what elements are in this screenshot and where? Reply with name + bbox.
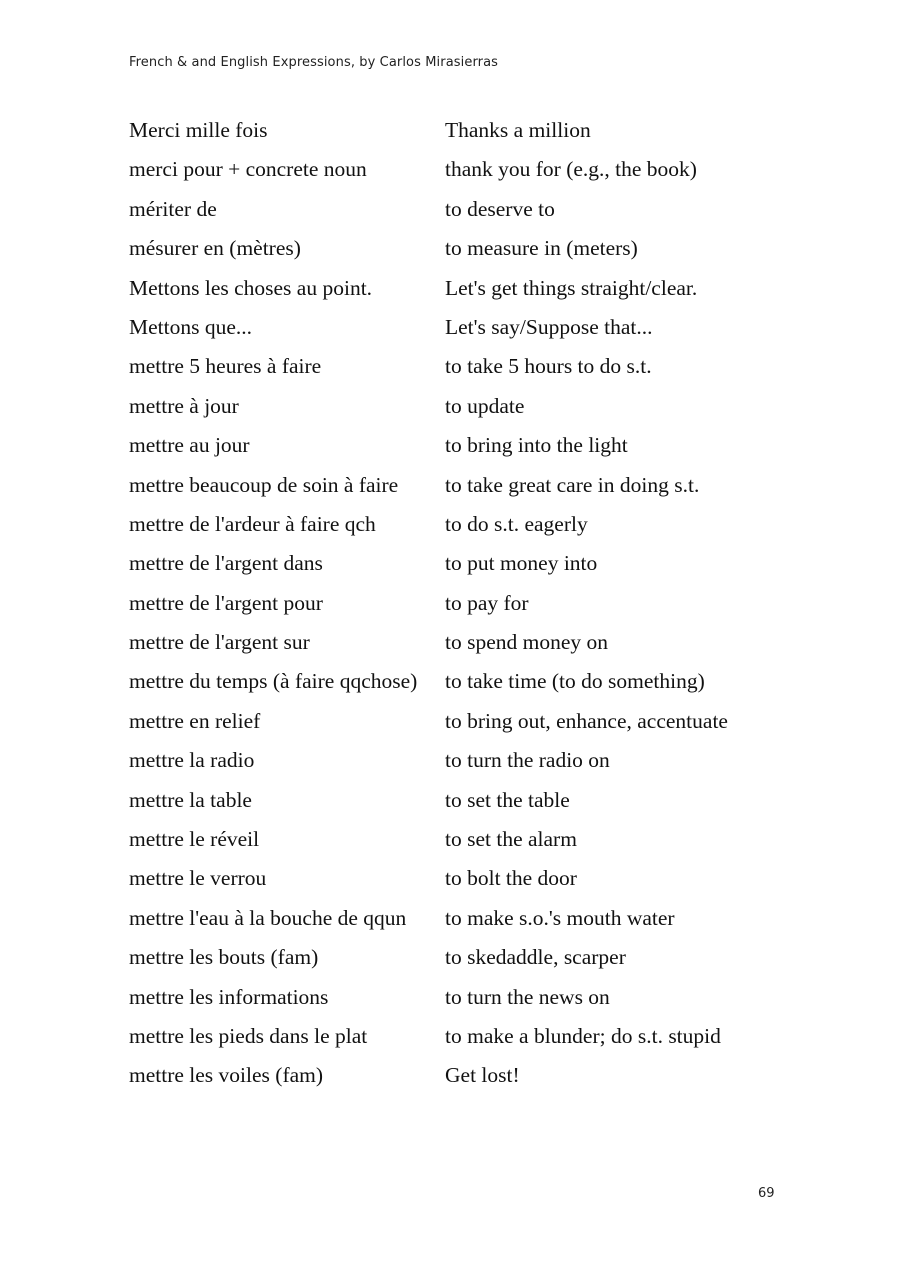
expression-row: [129, 1058, 789, 1097]
expression-row: [129, 586, 789, 625]
expression-row: [129, 231, 789, 270]
french-expression: mettre de l'argent dans: [129, 551, 323, 576]
french-expression: mettre le réveil: [129, 827, 260, 852]
french-expression: mettre en relief: [129, 708, 261, 733]
expression-row: [129, 980, 789, 1019]
french-expression: Merci mille fois: [129, 118, 268, 142]
expression-row: [129, 704, 789, 743]
french-expression: mettre au jour: [129, 433, 250, 458]
expression-row: [129, 901, 789, 940]
expression-row: [129, 664, 789, 703]
french-expression: mettre de l'ardeur à faire qch: [129, 511, 376, 536]
french-expression: mettre l'eau à la bouche de qqun: [129, 905, 407, 930]
french-expression: mettre de l'argent sur: [129, 630, 310, 655]
french-expression: mettre les pieds dans le plat: [129, 1023, 368, 1048]
english-translation: to take great care in doing s.t.: [445, 472, 700, 497]
english-translation: to set the table: [445, 787, 570, 812]
french-expression: mettre beaucoup de soin à faire: [129, 472, 399, 497]
expression-row: [129, 349, 789, 388]
expression-row: [129, 310, 789, 349]
english-translation: to measure in (meters): [445, 236, 638, 261]
french-expression: mettre du temps (à faire qqchose): [129, 669, 418, 694]
english-translation: to deserve to: [445, 196, 555, 221]
french-expression: mettre la table: [129, 787, 252, 812]
french-expression: mésurer en (mètres): [129, 236, 301, 261]
french-expression: Mettons que...: [129, 314, 253, 339]
expression-row: [129, 271, 789, 310]
english-translation: Let's say/Suppose that...: [445, 314, 653, 339]
english-translation: Let's get things straight/clear.: [445, 275, 698, 300]
english-translation: to make s.o.'s mouth water: [445, 905, 675, 930]
english-translation: to update: [445, 393, 525, 418]
french-expression: mériter de: [129, 196, 217, 221]
expression-list: [129, 113, 789, 1098]
english-translation: to take time (to do something): [445, 669, 705, 694]
english-translation: to turn the radio on: [445, 748, 610, 773]
expression-row: [129, 783, 789, 822]
english-translation: Thanks a million: [445, 118, 591, 142]
expression-row: [129, 546, 789, 585]
english-translation: to set the alarm: [445, 827, 577, 852]
expression-row: [129, 940, 789, 979]
french-expression: mettre les informations: [129, 984, 329, 1009]
english-translation: to put money into: [445, 551, 598, 576]
expression-row: [129, 822, 789, 861]
expression-row: [129, 743, 789, 782]
french-expression: mettre les voiles (fam): [129, 1063, 324, 1088]
expression-row: [129, 625, 789, 664]
running-header: French & and English Expressions, by Carlos Mirasierras: [129, 55, 499, 70]
english-translation: to spend money on: [445, 630, 609, 655]
english-translation: Get lost!: [445, 1063, 520, 1088]
expression-row: [129, 192, 789, 231]
page-number: 69: [758, 1186, 775, 1201]
english-translation: to do s.t. eagerly: [445, 511, 588, 536]
expression-row: [129, 507, 789, 546]
french-expression: mettre 5 heures à faire: [129, 354, 322, 379]
expression-row: [129, 152, 789, 191]
expression-row: [129, 1019, 789, 1058]
english-translation: to skedaddle, scarper: [445, 945, 626, 970]
english-translation: to take 5 hours to do s.t.: [445, 354, 652, 379]
french-expression: mettre à jour: [129, 393, 239, 418]
french-expression: mettre les bouts (fam): [129, 945, 319, 970]
english-translation: to bring into the light: [445, 433, 628, 458]
french-expression: Mettons les choses au point.: [129, 275, 373, 300]
english-translation: to pay for: [445, 590, 529, 615]
french-expression: mettre le verrou: [129, 866, 267, 891]
english-translation: to bring out, enhance, accentuate: [445, 708, 728, 733]
english-translation: to turn the news on: [445, 984, 610, 1009]
french-expression: mettre la radio: [129, 748, 255, 773]
english-translation: to make a blunder; do s.t. stupid: [445, 1023, 721, 1048]
expression-row: [129, 113, 789, 152]
expression-row: [129, 861, 789, 900]
french-expression: merci pour + concrete noun: [129, 157, 367, 182]
english-translation: thank you for (e.g., the book): [445, 157, 697, 182]
french-expression: mettre de l'argent pour: [129, 590, 323, 615]
expression-row: [129, 428, 789, 467]
expression-row: [129, 389, 789, 428]
english-translation: to bolt the door: [445, 866, 577, 891]
expression-row: [129, 468, 789, 507]
